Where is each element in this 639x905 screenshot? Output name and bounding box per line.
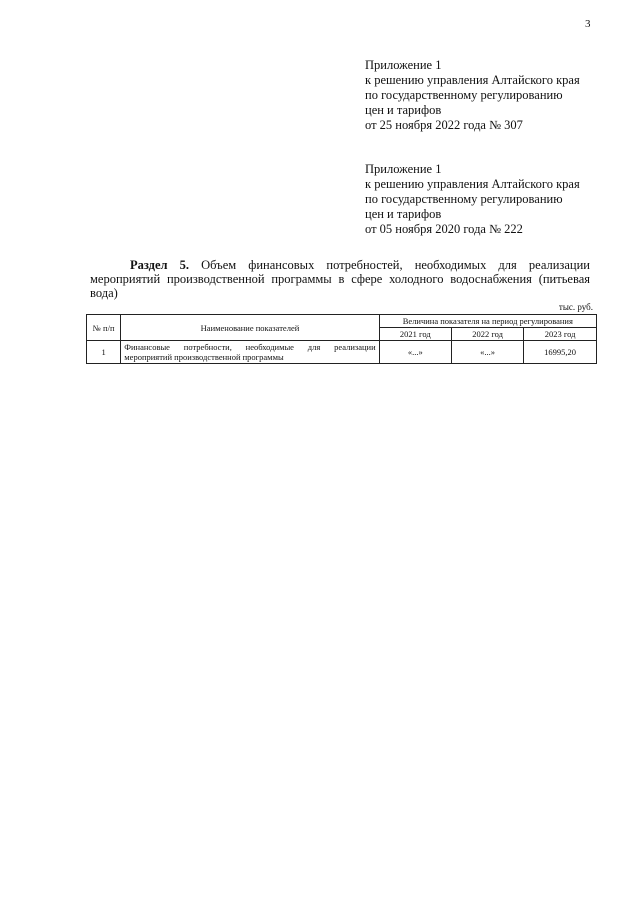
- appendix-line: к решению управления Алтайского края: [365, 73, 580, 87]
- appendix-line: по государственному регулированию: [365, 192, 563, 206]
- appendix-current: [365, 58, 580, 133]
- unit-label: тыс. руб.: [558, 302, 593, 312]
- header-name: Наименование показателей: [121, 315, 379, 341]
- row-num: 1: [87, 341, 121, 364]
- appendix-line: от 25 ноября 2022 года № 307: [365, 118, 523, 132]
- appendix-line: Приложение 1: [365, 162, 442, 176]
- row-value-2022: «...»: [451, 341, 523, 364]
- financial-table: [86, 314, 597, 364]
- header-year-2021: 2021 год: [379, 328, 451, 341]
- section-label: Раздел 5.: [130, 258, 190, 272]
- appendix-line: цен и тарифов: [365, 207, 442, 221]
- appendix-line: к решению управления Алтайского края: [365, 177, 580, 191]
- row-value-2023: 16995,20: [524, 341, 597, 364]
- table-row: [87, 341, 597, 364]
- header-num: № п/п: [87, 315, 121, 341]
- appendix-line: цен и тарифов: [365, 103, 442, 117]
- header-period: Величина показателя на период регулирования: [379, 315, 596, 328]
- appendix-line: от 05 ноября 2020 года № 222: [365, 222, 523, 236]
- section-heading: [90, 258, 590, 300]
- section-text: Объем финансовых потребностей, необходимых для реализации мероприятий производственной программы в сфере холодного водоснабжения (питьевая вода): [90, 258, 590, 300]
- appendix-previous: [365, 162, 580, 237]
- appendix-line: по государственному регулированию: [365, 88, 563, 102]
- header-year-2023: 2023 год: [524, 328, 597, 341]
- header-year-2022: 2022 год: [451, 328, 523, 341]
- page-number: 3: [585, 18, 591, 30]
- appendix-line: Приложение 1: [365, 58, 442, 72]
- row-name: Финансовые потребности, необходимые для реализации мероприятий производственной программы: [121, 341, 379, 364]
- row-value-2021: «...»: [379, 341, 451, 364]
